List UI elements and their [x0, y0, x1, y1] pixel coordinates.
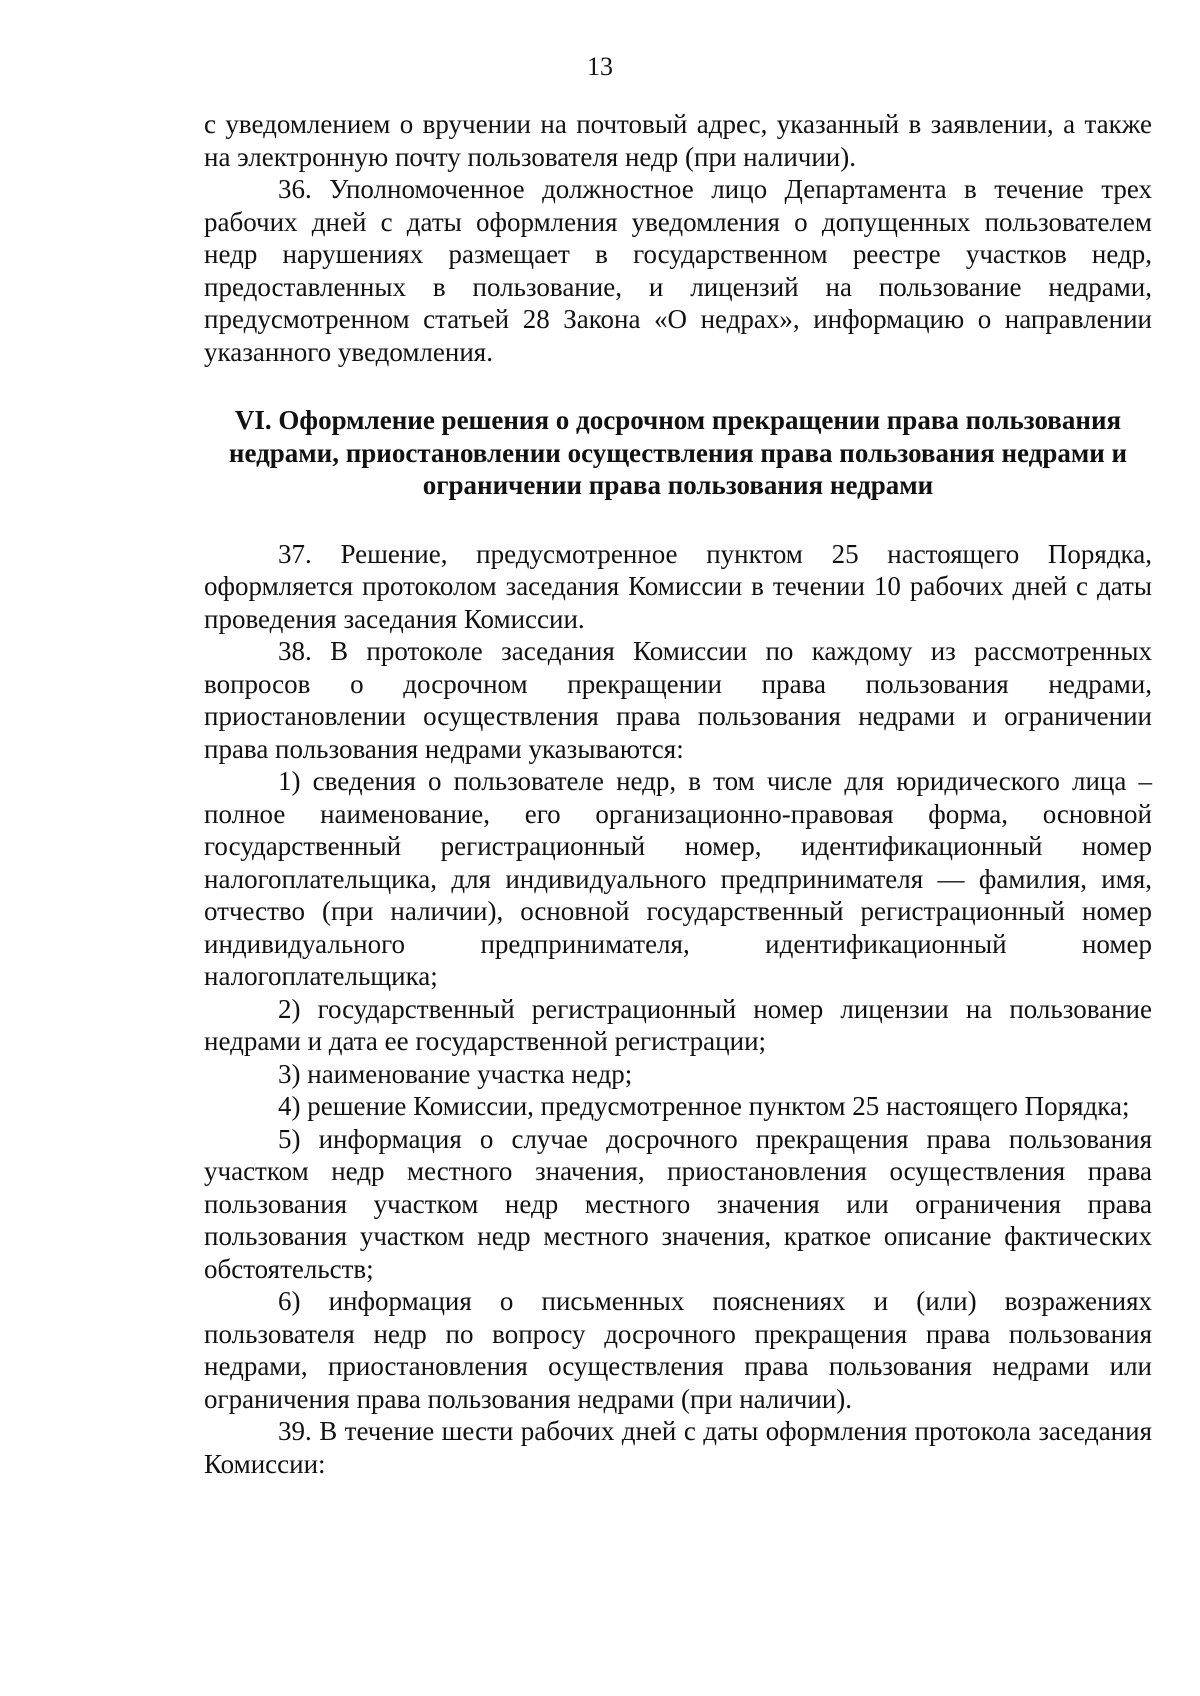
page-number: 13	[587, 52, 613, 81]
section-heading: VI. Оформление решения о досрочном прекращении права пользования недрами, приостановлении осуществления права пользования недрами и ограничении права пользования недрами	[228, 405, 1128, 500]
list-item-2: 2) государственный регистрационный номер лицензии на пользование недрами и дата ее государственной регистрации;	[204, 993, 1152, 1056]
list-item-3: 3) наименование участка недр;	[278, 1058, 633, 1089]
paragraph-37: 37. Решение, предусмотренное пунктом 25 настоящего Порядка, оформляется протоколом заседания Комиссии в течении 10 рабочих дней с даты проведения заседания Комиссии.	[204, 538, 1152, 634]
document-body	[204, 108, 1152, 1480]
paragraph-38: 38. В протоколе заседания Комиссии по каждому из рассмотренных вопросов о досрочном прекращении права пользования недрами, приостановлении осуществления права пользования недрами и ограничении права пользования недрами указываются:	[204, 636, 1152, 764]
list-item-4: 4) решение Комиссии, предусмотренное пунктом 25 настоящего Порядка;	[278, 1091, 1130, 1121]
list-item-6: 6) информация о письменных пояснениях и (или) возражениях пользователя недр по вопросу досрочного прекращения права пользования недрами, приостановления осуществления права пользования недрами или ограничения права пользования недрами (при наличии).	[204, 1286, 1152, 1414]
paragraph-36: 36. Уполномоченное должностное лицо Департамента в течение трех рабочих дней с даты оформления уведомления о допущенных пользователем недр нарушениях размещает в государственном реестре участков недр, предоставленных в пользование, и лицензий на пользование недрами, предусмотренном статьей 28 Закона «О недрах», информацию о направлении указанного уведомления.	[204, 174, 1152, 367]
list-item-1: 1) сведения о пользователе недр, в том числе для юридического лица – полное наименование, его организационно-правовая форма, основной государственный регистрационный номер, идентификационный номер налогоплательщика, для индивидуального предпринимателя — фамилия, имя, отчество (при наличии), основной государственный регистрационный номер индивидуального предпринимателя, идентификационный номер налогоплательщика;	[204, 766, 1152, 991]
paragraph-39: 39. В течение шести рабочих дней с даты оформления протокола заседания Комиссии:	[204, 1416, 1152, 1479]
list-item-5: 5) информация о случае досрочного прекращения права пользования участком недр местного значения, приостановления осуществления права пользования участком недр местного значения или ограничения права пользования участком недр местного значения, краткое описание фактических обстоятельств;	[204, 1123, 1152, 1284]
paragraph-continuation: с уведомлением о вручении на почтовый адрес, указанный в заявлении, а также на электронную почту пользователя недр (при наличии).	[204, 109, 1152, 172]
